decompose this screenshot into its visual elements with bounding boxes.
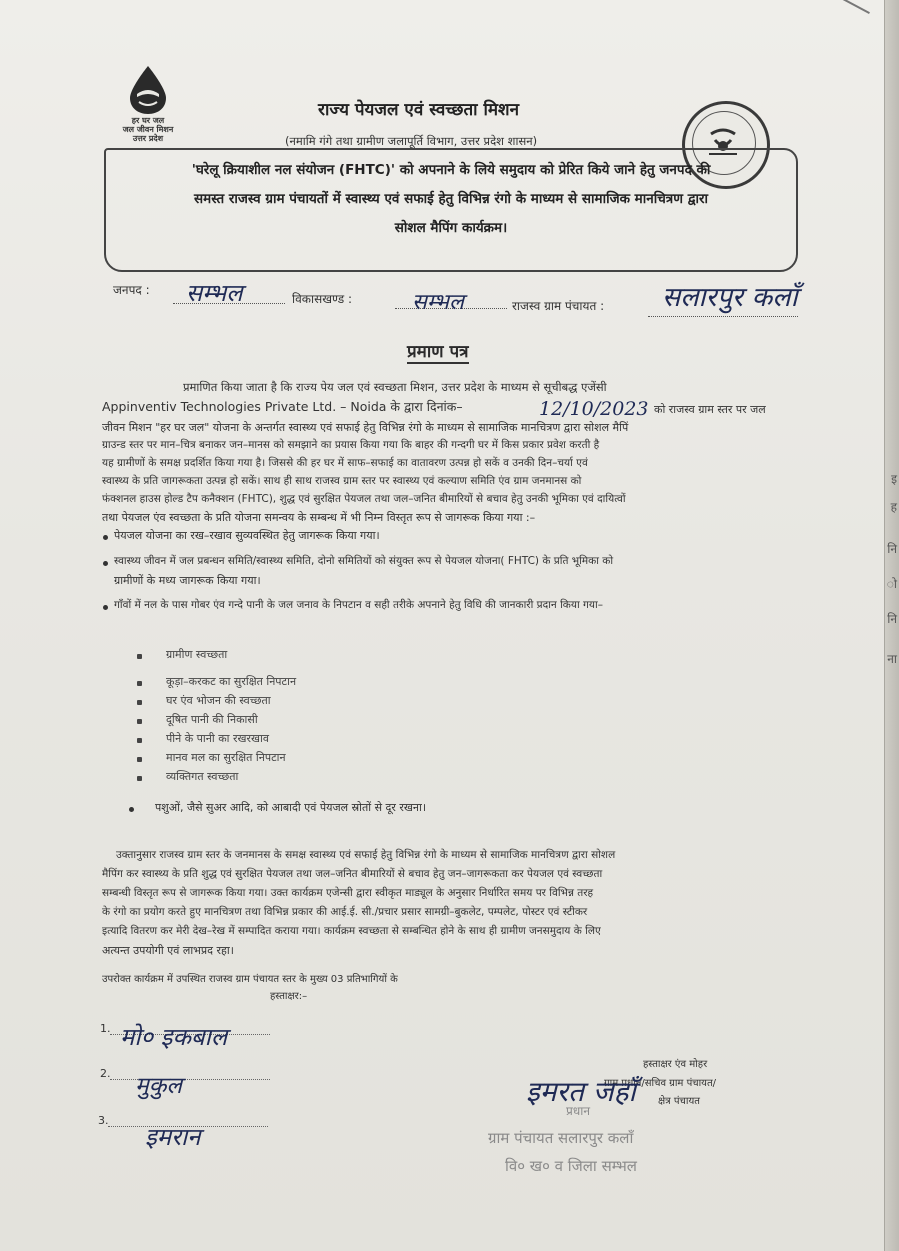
water-drop-icon	[125, 64, 171, 116]
stamp-text: वि० ख० व जिला सम्भल	[505, 1157, 637, 1175]
panchayat-label: राजस्व ग्राम पंचायत :	[512, 299, 605, 313]
page-subtitle: (नमामि गंगे तथा ग्रामीण जलापूर्ति विभाग, उत्तर प्रदेश शासन)	[285, 134, 538, 148]
animals-line: पशुओं, जैसे सुअर आदि, को आबादी एवं पेयजल स्रोतों से दूर रखना।	[155, 801, 427, 814]
list-item: कूड़ा–करकट का सुरक्षित निपटान	[166, 675, 297, 688]
list-item: पीने के पानी का रखरखाव	[166, 732, 269, 745]
page-title: राज्य पेयजल एवं स्वच्छता मिशन	[318, 100, 520, 120]
closing-line: उक्तानुसार राजस्व ग्राम स्तर के जनमानस के समक्ष स्वास्थ्य एवं सफाई हेतु विभिन्न रंगो के माध्यम से सामाजिक मानचित्रण द्वारा सोशल	[116, 849, 616, 861]
authority-designation: क्षेत्र पंचायत	[658, 1096, 700, 1107]
bullet-icon	[103, 605, 108, 610]
closing-line: मैपिंग कर स्वास्थ्य के प्रति शुद्ध एवं सुरक्षित पेयजल तथा जल–जनित बीमारियों से बचाव हेतु जन–जागरूकता कर पेयजल एवं स्वच्छता	[102, 868, 603, 880]
panchayat-value: सलारपुर कलाँ	[662, 282, 798, 313]
stamp-text: प्रधान	[566, 1104, 590, 1118]
bullet-icon	[129, 807, 134, 812]
edge-letter: ना	[887, 652, 897, 666]
list-bullet-icon	[137, 776, 142, 781]
closing-line: अत्यन्त उपयोगी एवं लाभप्रद रहा।	[102, 944, 234, 957]
district-label: जनपद :	[113, 283, 150, 297]
date-value: 12/10/2023	[539, 398, 649, 420]
closing-line: के रंगो का प्रयोग करते हुए मानचित्रण तथा विभिन्न प्रकार की आई.ई. सी./प्रचार प्रसार सामग्री–बुकलेट, पम्पलेट, पोस्टर एवं स्टीकर	[102, 906, 588, 918]
participants-intro: उपरोक्त कार्यक्रम में उपस्थित राजस्व ग्राम पंचायत स्तर के मुख्य 03 प्रतिभागियों के	[102, 974, 398, 985]
signature-number: 2.	[100, 1067, 111, 1080]
district-value: सम्भल	[186, 279, 243, 307]
signature-number: 3.	[98, 1114, 109, 1127]
closing-line: इत्यादि वितरण कर मेरी देख–रेख में सम्पादित कराया गया। कार्यक्रम स्वच्छता से सम्बन्धित होने के साथ ही ग्रामीण जनसमुदाय के लिए	[102, 925, 601, 937]
list-bullet-icon	[137, 757, 142, 762]
list-item: घर एंव भोजन की स्वच्छता	[166, 694, 271, 707]
pradhan-signature: इमरत जहाँ	[526, 1075, 636, 1108]
body-line: ग्राउन्ड स्तर पर मान–चित्र बनाकर जन–मानस को समझाने का प्रयास किया गया कि बाहर की गन्दगी घर में किस प्रकार प्रवेश करती है	[102, 439, 600, 451]
edge-letter: नि	[887, 542, 897, 556]
body-line: जीवन मिशन "हर घर जल" योजना के अन्तर्गत स्वास्थ्य एवं सफाई हेतु विभिन्न रंगो के माध्यम से सामाजिक मानचित्रण द्वारा सोशल मैपिं	[102, 421, 629, 434]
list-bullet-icon	[137, 681, 142, 686]
program-title-line: समस्त राजस्व ग्राम पंचायतों में स्वास्थ्य एवं सफाई हेतु विभिन्न रंगो के माध्यम से सामाजिक मानचित्रण द्वारा	[194, 191, 708, 207]
closing-line: सम्बन्धी विस्तृत रूप से जागरूक किया गया। उक्त कार्यक्रम एजेन्सी द्वारा स्वीकृत माड्यूल के अनुसार निर्धारित समय पर विभिन्न तरह	[102, 887, 594, 899]
logo-caption-line: उत्तर प्रदेश	[132, 134, 164, 143]
list-item: मानव मल का सुरक्षित निपटान	[166, 751, 286, 764]
body-line: स्वास्थ्य के प्रति जागरूकता उत्पन्न हो सकें। साथ ही साथ राजस्व ग्राम स्तर पर स्वास्थ्य एवं कल्याण समिति एंव ग्राम जनमानस को	[102, 475, 582, 487]
bullet-item: स्वास्थ्य जीवन में जल प्रबन्धन समिति/स्वास्थ्य समिति, दोनो समितियों को संयुक्त रूप से पेयजल योजना( FHTC) के प्रति भूमिका को	[114, 555, 614, 567]
program-title-line: 'घरेलू क्रियाशील नल संयोजन (FHTC)' को अपनाने के लिये समुदाय को प्रेरित किये जाने हेतु जनपद की	[191, 162, 711, 178]
bullet-icon	[103, 535, 108, 540]
participant-signature: इमरान	[145, 1123, 201, 1151]
body-line: तथा पेयजल एंव स्वच्छता के प्रति योजना समन्वय के सम्बन्ध में भी निम्न विस्तृत रूप से जागरूक किया गया :–	[102, 511, 536, 524]
signature-number: 1.	[100, 1022, 111, 1035]
body-line: को राजस्व ग्राम स्तर पर जल	[654, 403, 766, 416]
bullet-icon	[103, 561, 108, 566]
program-title-line: सोशल मैपिंग कार्यक्रम।	[394, 220, 508, 236]
logo-caption-line: जल जीवन मिशन	[122, 125, 174, 134]
body-line: Appinventiv Technologies Private Ltd. – Noida के द्वारा दिनांक–	[102, 399, 463, 414]
body-line: यह ग्रामीणों के समक्ष प्रदर्शित किया गया है। जिससे की हर घर में साफ–सफाई का वातावरण उत्पन्न हो सकें व उनकी दिन–चर्या एवं	[102, 457, 588, 469]
sign-and-seal-label: हस्ताक्षर एंव मोहर	[643, 1059, 708, 1070]
program-title-box	[104, 148, 798, 272]
list-item: ग्रामीण स्वच्छता	[166, 648, 228, 661]
bullet-item: गाँवों में नल के पास गोबर एंव गन्दे पानी के जल जनाव के निपटान व सही तरीके अपनाने हेतु विधि की जानकारी प्रदान किया गया–	[114, 599, 603, 611]
list-bullet-icon	[137, 738, 142, 743]
bullet-item-continued: ग्रामीणों के मध्य जागरूक किया गया।	[114, 574, 261, 587]
list-item: व्यक्तिगत स्वच्छता	[166, 770, 239, 783]
edge-letter: नि	[887, 612, 897, 626]
list-bullet-icon	[137, 654, 142, 659]
authority-designation: ग्राम प्रधान/सचिव ग्राम पंचायत/	[604, 1078, 717, 1089]
participants-signature-label: हस्ताक्षर:–	[270, 991, 308, 1002]
list-bullet-icon	[137, 719, 142, 724]
edge-letter: ो	[886, 577, 897, 591]
block-value: सम्भल	[412, 290, 464, 315]
stamp-text: ग्राम पंचायत सलारपुर कलाँ	[488, 1129, 634, 1147]
block-label: विकासखण्ड :	[292, 292, 353, 306]
list-bullet-icon	[137, 700, 142, 705]
har-ghar-jal-logo	[108, 64, 188, 143]
body-line: प्रमाणित किया जाता है कि राज्य पेय जल एवं स्वच्छता मिशन, उत्तर प्रदेश के माध्यम से सूचीबद्ध एजेंसी	[183, 380, 607, 394]
body-line: फंक्शनल हाउस होल्ड टैप कनैक्शन (FHTC), शुद्ध एवं सुरक्षित पेयजल तथा जल–जनित बीमारियों से बचाव हेतु उनकी भूमिका एवं दायित्वों	[102, 493, 626, 505]
participant-signature: मो० इकबाल	[120, 1023, 228, 1051]
bullet-item: पेयजल योजना का रख–रखाव सुव्यवस्थित हेतु जागरूक किया गया।	[114, 529, 380, 542]
logo-caption-line: हर घर जल	[131, 116, 165, 125]
certificate-title: प्रमाण पत्र	[407, 339, 469, 364]
participant-signature: मुकुल	[135, 1073, 183, 1099]
edge-letter: ह	[890, 500, 897, 514]
edge-letter: इ	[891, 472, 897, 486]
list-item: दूषित पानी की निकासी	[166, 713, 258, 726]
